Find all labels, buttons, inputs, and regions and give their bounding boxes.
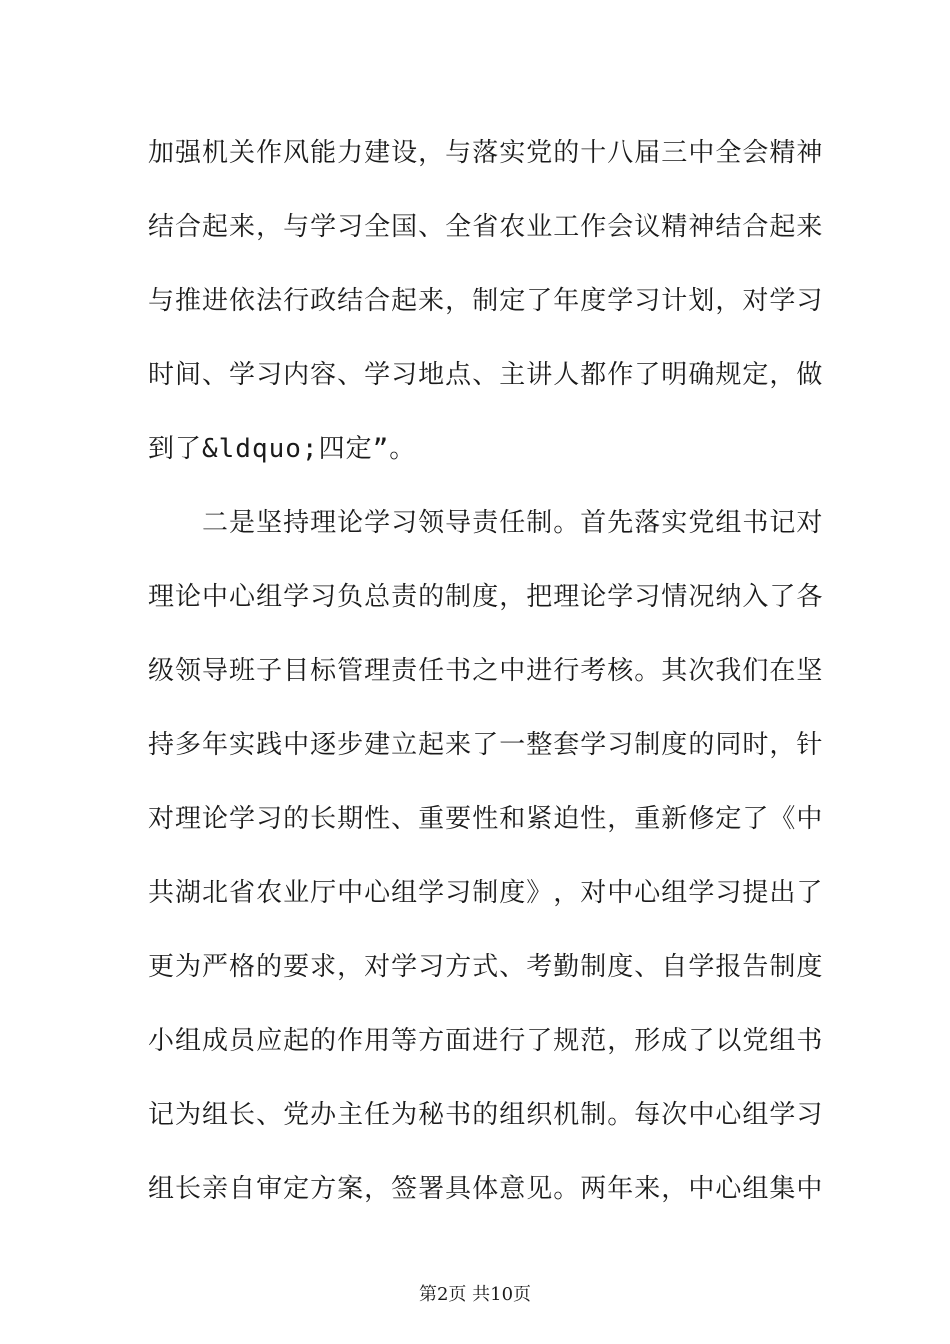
text-line: 共 湖 北 省 农 业 厅 中 心 组 学 习 制 度 》 ， 对 中 心 组 学 习 提 出 了 [148, 878, 824, 908]
page-footer: 第2页 共10页 [418, 1284, 532, 1305]
text-line: 更 为 严 格 的 要 求 ， 对 学 习 方 式 、 考 勤 制 度 、 自 学 报 告 制 度 [148, 952, 824, 982]
text-line: 结 合 起 来 ， 与 学 习 全 国 、 全 省 农 业 工 作 会 议 精 神 结 合 起 来 [148, 212, 824, 242]
text-line: 组 长 亲 自 审 定 方 案 ， 签 署 具 体 意 见 。 两 年 来 ， 中 心 组 集 中 [148, 1174, 824, 1204]
text-line: 理 论 中 心 组 学 习 负 总 责 的 制 度 ， 把 理 论 学 习 情 况 纳 入 了 各 [148, 582, 824, 612]
text-line: 加 强 机 关 作 风 能 力 建 设 ， 与 落 实 党 的 十 八 届 三 中 全 会 精 神 [148, 138, 824, 168]
text-line: 持 多 年 实 践 中 逐 步 建 立 起 来 了 一 整 套 学 习 制 度 的 同 时 ， 针 [148, 730, 824, 760]
text-line: 与 推 进 依 法 行 政 结 合 起 来 ， 制 定 了 年 度 学 习 计 划 ， 对 学 习 [148, 286, 824, 316]
text-line: 级 领 导 班 子 目 标 管 理 责 任 书 之 中 进 行 考 核 。 其 次 我 们 在 坚 [148, 656, 824, 686]
text-line: 小 组 成 员 应 起 的 作 用 等 方 面 进 行 了 规 范 ， 形 成 了 以 党 组 书 [148, 1026, 824, 1056]
text-line: 对 理 论 学 习 的 长 期 性 、 重 要 性 和 紧 迫 性 ， 重 新 修 定 了 《 中 [148, 804, 824, 834]
text-line: 时 间 、 学 习 内 容 、 学 习 地 点 、 主 讲 人 都 作 了 明 确 规 定 ， 做 [148, 360, 824, 390]
text-line: 二 是 坚 持 理 论 学 习 领 导 责 任 制 。 首 先 落 实 党 组 书 记 对 [202, 508, 824, 538]
text-line: 记 为 组 长 、 党 办 主 任 为 秘 书 的 组 织 机 制 。 每 次 中 心 组 学 习 [148, 1100, 824, 1130]
text-line: 到了&ldquo;四定”。 [148, 434, 417, 464]
